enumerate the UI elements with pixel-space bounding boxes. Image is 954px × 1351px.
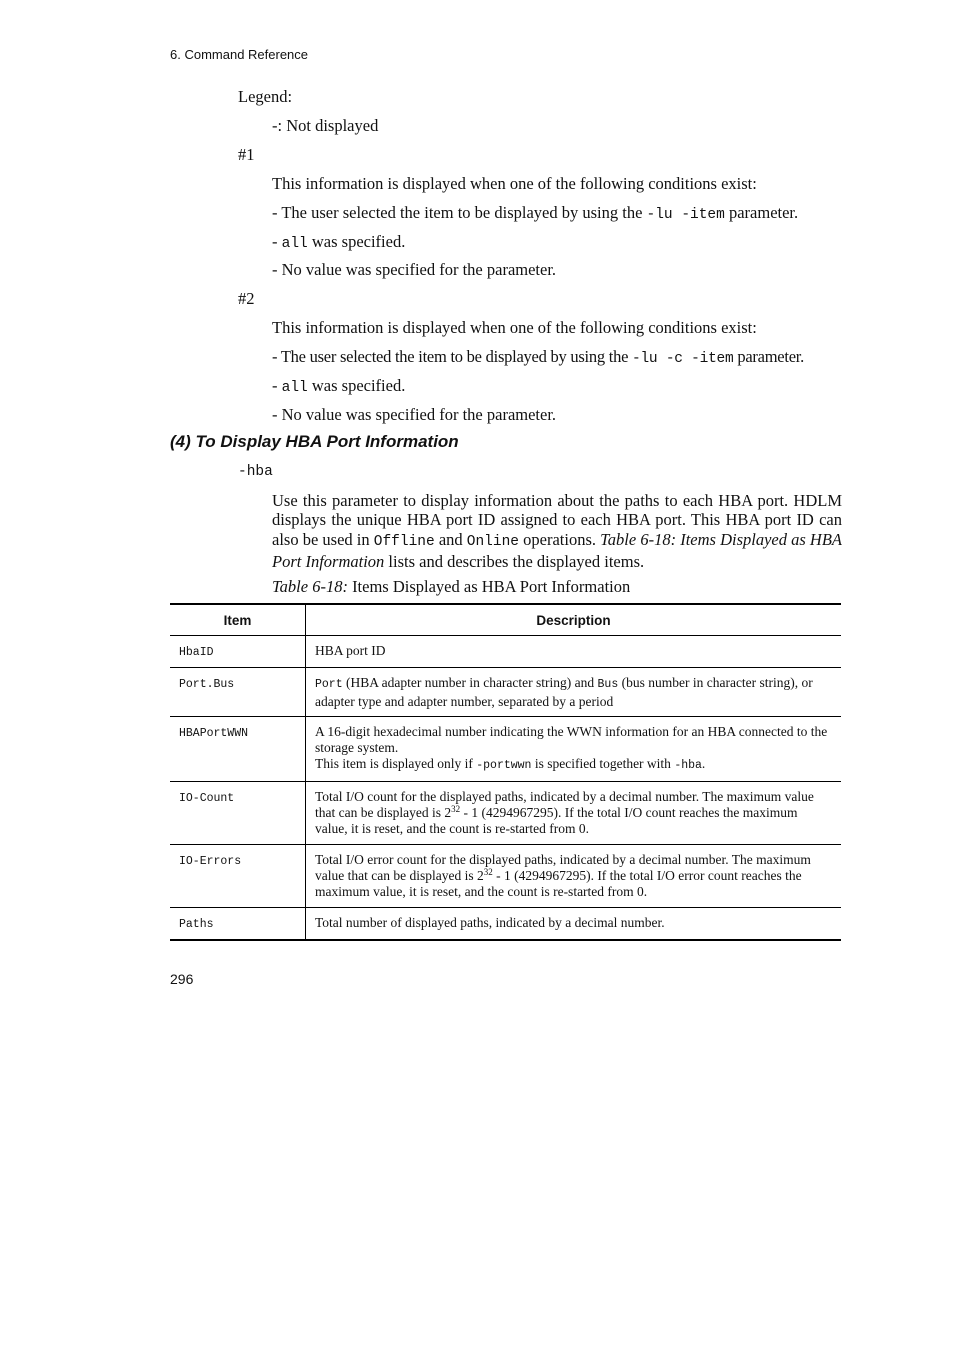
description-text: is specified together with <box>531 756 675 772</box>
description-text: (bus number in character string), or adapter type and adapter number, separated by a period <box>315 675 813 709</box>
note-2-condition-2 <box>272 376 405 398</box>
note-2-condition-3: - No value was specified for the parameter. <box>272 405 557 424</box>
table-caption <box>272 577 630 597</box>
note-1-condition-1-suffix: parameter. <box>724 203 799 222</box>
item-cell: HBAPortWWN <box>170 716 306 781</box>
description-cell: HBA port ID <box>306 636 842 668</box>
running-header: 6. Command Reference <box>170 47 309 62</box>
page-number: 296 <box>170 971 194 987</box>
description-text: Total I/O error count for the displayed paths, indicated by a decimal number. The maximum value that can be displayed is 2 <box>315 851 811 883</box>
description-text: Use this parameter to display information about the paths to each HBA port. HDLM displays the unique HBA port ID assigned to each HBA port. This HBA port ID can also be used in <box>272 491 842 549</box>
exponent: 32 <box>451 804 461 815</box>
code-portwwn: -portwwn <box>476 759 532 773</box>
code-port: Port <box>315 678 343 692</box>
note-1-condition-2-text: - <box>272 232 282 251</box>
table-row <box>170 781 841 844</box>
note-2-condition-2-text: - <box>272 376 282 395</box>
note-1-intro: This information is displayed when one of the following conditions exist: <box>272 174 757 193</box>
description-text: Total I/O count for the displayed paths, indicated by a decimal number. The maximum value that can be displayed is 2 <box>315 788 814 821</box>
code-hba: -hba <box>674 759 702 773</box>
section-heading: (4) To Display HBA Port Information <box>170 432 459 451</box>
note-1-condition-1-code: -lu -item <box>646 207 725 223</box>
section-description <box>272 491 842 571</box>
description-cell <box>306 668 842 717</box>
legend-title: Legend: <box>238 87 293 106</box>
note-2-condition-2-code: all <box>281 380 308 396</box>
item-cell: IO-Errors <box>170 844 306 907</box>
note-1-condition-1 <box>272 203 798 225</box>
table-row <box>170 844 841 907</box>
code-offline: Offline <box>373 533 435 550</box>
table-caption-label: Table 6-18: <box>272 577 348 596</box>
code-bus: Bus <box>597 678 619 692</box>
note-2-condition-1-code: -lu -c -item <box>632 351 734 367</box>
note-2-condition-1-text: - The user selected the item to be displayed by using the <box>272 347 633 366</box>
description-cell: Total number of displayed paths, indicated by a decimal number. <box>306 907 842 940</box>
description-text-2: operations. <box>519 529 601 549</box>
note-1-condition-2-suffix: was specified. <box>307 232 406 251</box>
description-text: - 1 (4294967295). If the total I/O count reaches the maximum value, it is reset, and the count is re-started from 0. <box>315 805 798 837</box>
note-1-condition-1-text: - The user selected the item to be displayed by using the <box>272 203 647 222</box>
item-cell: HbaID <box>170 636 306 668</box>
note-1-condition-2-code: all <box>281 236 308 252</box>
table-row <box>170 668 841 717</box>
code-online: Online <box>466 533 519 550</box>
item-cell: Port.Bus <box>170 668 306 717</box>
description-text: . <box>701 756 706 772</box>
description-cell <box>306 781 842 844</box>
item-cell: Paths <box>170 907 306 940</box>
hba-items-table <box>170 603 841 941</box>
note-2-condition-1 <box>272 347 804 369</box>
description-line-1: A 16-digit hexadecimal number indicating the WWN information for an HBA connected to the storage system. <box>315 723 828 756</box>
item-cell: IO-Count <box>170 781 306 844</box>
note-2-intro: This information is displayed when one of the following conditions exist: <box>272 318 757 337</box>
legend-item-not-displayed: -: Not displayed <box>272 116 379 135</box>
exponent: 32 <box>483 866 493 877</box>
description-text: - 1 (4294967295). If the total I/O error count reaches the maximum value, it is reset, and the count is re-started from 0. <box>315 867 802 900</box>
description-cell <box>306 716 842 781</box>
note-1-condition-3: - No value was specified for the parameter. <box>272 260 557 279</box>
note-1-id: #1 <box>238 145 255 164</box>
column-header-description: Description <box>306 604 842 636</box>
note-1-condition-2 <box>272 232 405 254</box>
description-text: This item is displayed only if <box>315 756 477 772</box>
table-row <box>170 636 841 668</box>
table-caption-text: Items Displayed as HBA Port Information <box>347 577 631 596</box>
note-2-id: #2 <box>238 289 255 308</box>
description-conjunction: and <box>434 529 467 549</box>
column-header-item: Item <box>170 604 306 636</box>
table-header-row <box>170 604 841 636</box>
description-cell <box>306 844 842 907</box>
description-text: (HBA adapter number in character string) and <box>342 675 598 691</box>
description-text-3: lists and describes the displayed items. <box>384 551 645 571</box>
table-cross-reference: Table 6-18: Items Displayed as HBA Port Information <box>272 529 842 571</box>
note-2-condition-1-suffix: parameter. <box>733 347 804 366</box>
table-row <box>170 716 841 781</box>
parameter-name: -hba <box>238 464 273 480</box>
description-line-2 <box>315 756 832 774</box>
table-row <box>170 907 841 940</box>
note-2-condition-2-suffix: was specified. <box>307 376 406 395</box>
